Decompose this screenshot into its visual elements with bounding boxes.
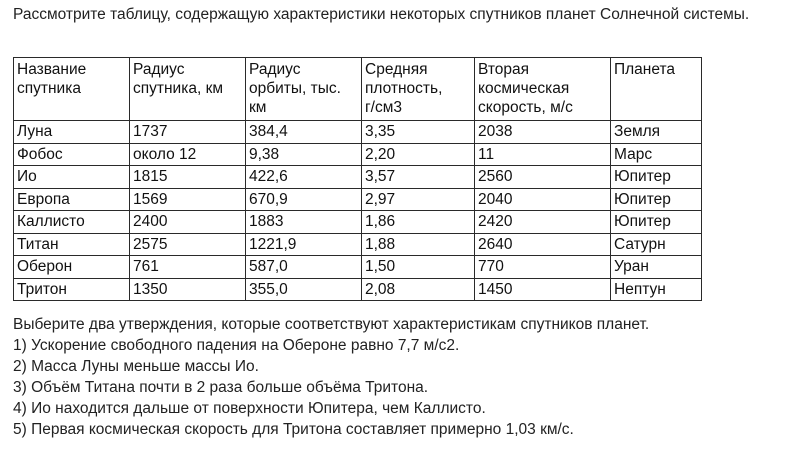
cell-velocity: 2040 [475,188,611,211]
cell-planet: Сатурн [611,233,702,256]
cell-name: Титан [14,233,130,256]
cell-name: Тритон [14,278,130,301]
cell-density: 1,86 [362,211,475,234]
header-escape-velocity: Вторая космическая скорость, м/с [475,58,611,121]
table-row [14,121,702,144]
cell-radius: 761 [130,256,246,279]
satellites-table [13,57,702,301]
cell-planet: Юпитер [611,211,702,234]
statement: 3) Объём Титана почти в 2 раза больше объёма Тритона. [13,379,429,396]
cell-density: 2,20 [362,143,475,166]
cell-planet: Уран [611,256,702,279]
cell-orbit: 384,4 [246,121,362,144]
statement: 1) Ускорение свободного падения на Обероне равно 7,7 м/с2. [13,337,460,354]
cell-velocity: 2420 [475,211,611,234]
cell-name: Ио [14,166,130,189]
table-body [14,121,702,301]
questions-block [13,314,773,440]
cell-density: 3,35 [362,121,475,144]
table-row [14,211,702,234]
cell-radius: 2575 [130,233,246,256]
statement: 4) Ио находится дальше от поверхности Юпитера, чем Каллисто. [13,400,486,417]
header-density: Средняя плотность, г/см3 [362,58,475,121]
table-header-row [14,58,702,121]
cell-name: Оберон [14,256,130,279]
cell-velocity: 11 [475,143,611,166]
cell-density: 2,08 [362,278,475,301]
table-row [14,256,702,279]
cell-radius: 1569 [130,188,246,211]
statement: 5) Первая космическая скорость для Тритона составляет примерно 1,03 км/с. [13,421,574,438]
cell-radius: около 12 [130,143,246,166]
table-row [14,233,702,256]
cell-planet: Юпитер [611,166,702,189]
cell-velocity: 2038 [475,121,611,144]
cell-radius: 1815 [130,166,246,189]
cell-orbit: 1221,9 [246,233,362,256]
header-satellite-name: Название спутника [14,58,130,121]
cell-density: 2,97 [362,188,475,211]
cell-planet: Юпитер [611,188,702,211]
cell-orbit: 9,38 [246,143,362,166]
statement: 2) Масса Луны меньше массы Ио. [13,358,259,375]
cell-planet: Марс [611,143,702,166]
cell-planet: Земля [611,121,702,144]
header-orbit-radius: Радиус орбиты, тыс. км [246,58,362,121]
cell-radius: 2400 [130,211,246,234]
cell-name: Каллисто [14,211,130,234]
cell-density: 3,57 [362,166,475,189]
cell-density: 1,88 [362,233,475,256]
cell-density: 1,50 [362,256,475,279]
cell-name: Европа [14,188,130,211]
table-row [14,166,702,189]
intro-text: Рассмотрите таблицу, содержащую характеристики некоторых спутников планет Солнечной системы. [13,6,750,23]
cell-name: Луна [14,121,130,144]
cell-radius: 1737 [130,121,246,144]
table-row [14,188,702,211]
cell-orbit: 670,9 [246,188,362,211]
cell-planet: Нептун [611,278,702,301]
cell-radius: 1350 [130,278,246,301]
question-prompt: Выберите два утверждения, которые соответствуют характеристикам спутников планет. [13,316,650,333]
cell-velocity: 1450 [475,278,611,301]
cell-velocity: 770 [475,256,611,279]
cell-orbit: 1883 [246,211,362,234]
cell-orbit: 587,0 [246,256,362,279]
cell-name: Фобос [14,143,130,166]
table-row [14,278,702,301]
cell-velocity: 2560 [475,166,611,189]
cell-velocity: 2640 [475,233,611,256]
cell-orbit: 355,0 [246,278,362,301]
header-planet: Планета [611,58,702,121]
cell-orbit: 422,6 [246,166,362,189]
table-row [14,143,702,166]
header-satellite-radius: Радиус спутника, км [130,58,246,121]
